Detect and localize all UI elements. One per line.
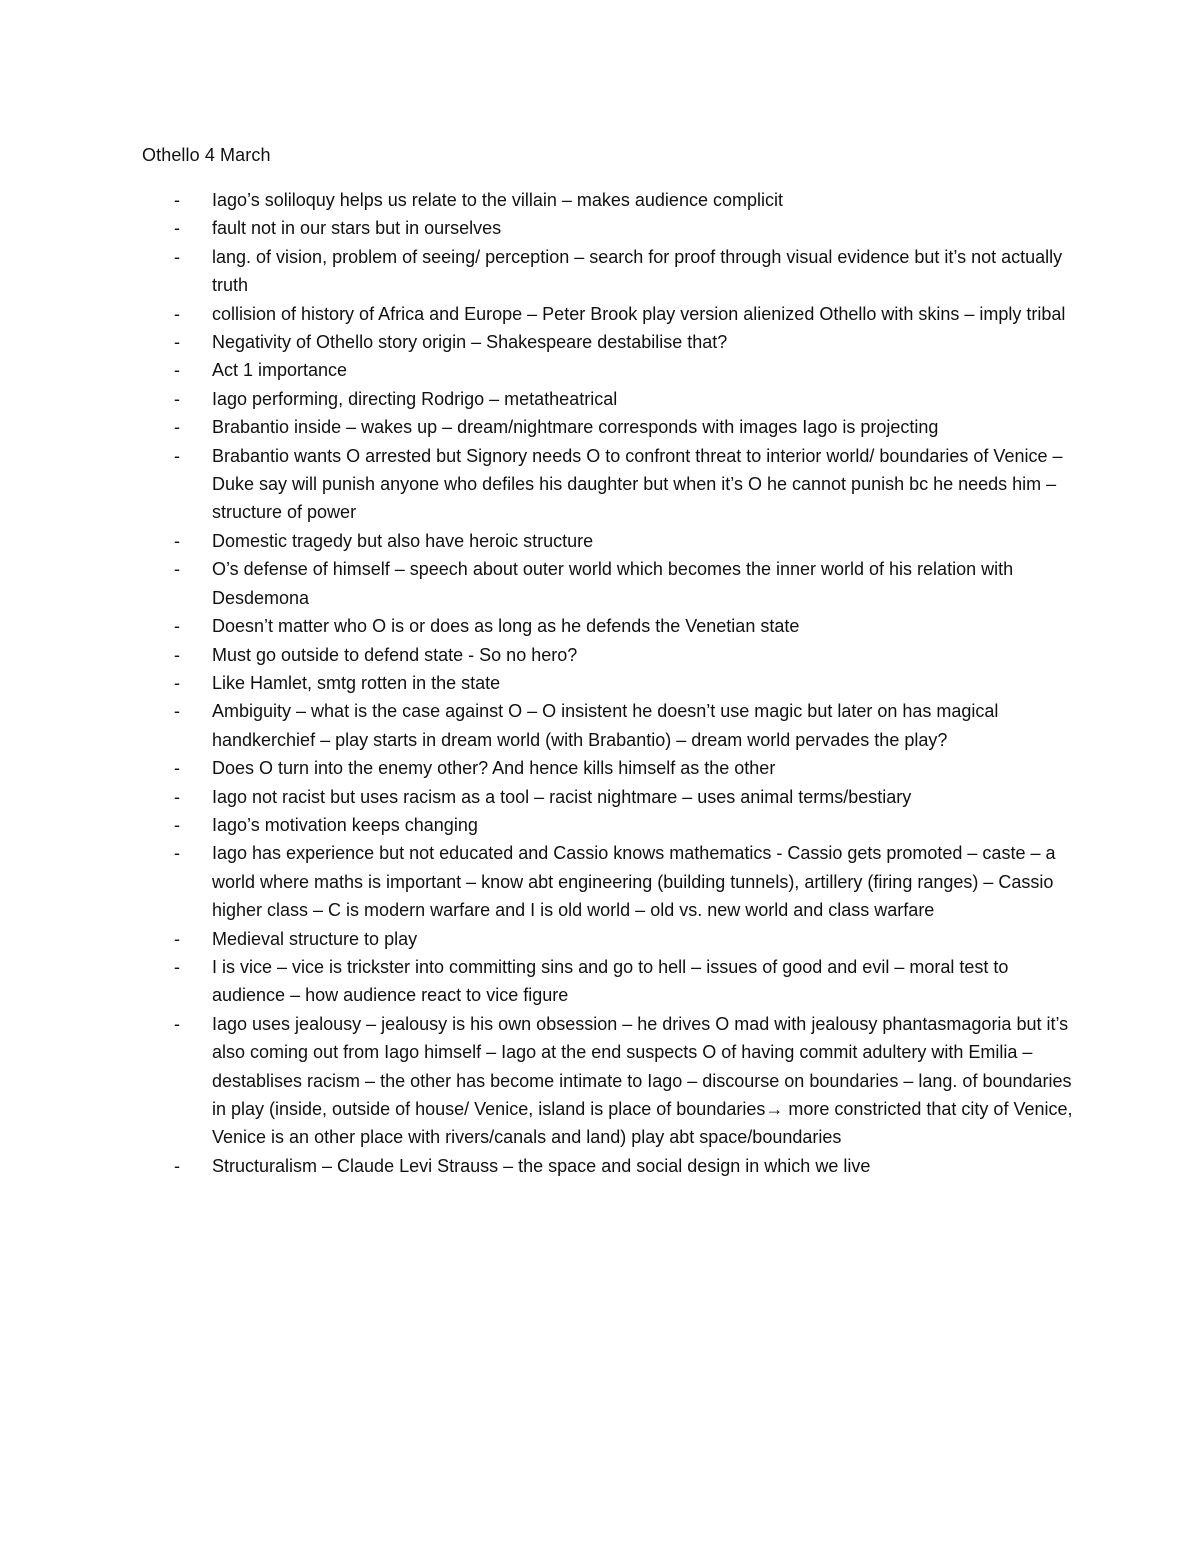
- list-item-text: Iago not racist but uses racism as a tool – racist nightmare – uses animal terms/bestiary: [212, 786, 912, 807]
- list-item: [174, 641, 1074, 669]
- bullet-dash: -: [174, 559, 180, 580]
- list-item: [174, 186, 1074, 214]
- list-item: [174, 356, 1074, 384]
- bullet-dash: -: [174, 445, 180, 466]
- list-item: [174, 783, 1074, 811]
- list-item: [174, 612, 1074, 640]
- list-item-text: Ambiguity – what is the case against O – O insistent he doesn’t use magic but later on has magical handkerchief – play starts in dream world (with Brabantio) – dream world pervades the play?: [212, 701, 999, 750]
- bullet-dash: -: [174, 303, 180, 324]
- document-title: Othello 4 March: [142, 145, 271, 165]
- bullet-dash: -: [174, 388, 180, 409]
- list-item-text: Iago uses jealousy – jealousy is his own obsession – he drives O mad with jealousy phantasmagoria but it’s also coming out from Iago himself – Iago at the end suspects O of having commit adultery with Emilia – destablises racism – the other has become intimate to Iago – discourse on boundaries – lang. of boundaries in play (inside, outside of house/ Venice, island is place of boundaries→ more constricted that city of Venice, Venice is an other place with rivers/canals and land) play abt space/boundaries: [212, 1013, 1073, 1148]
- list-item: [174, 925, 1074, 953]
- list-item: [174, 754, 1074, 782]
- list-item-text: I is vice – vice is trickster into committing sins and go to hell – issues of good and evil – moral test to audience – how audience react to vice figure: [212, 956, 1009, 1006]
- bullet-dash: -: [174, 530, 180, 551]
- list-item-text: fault not in our stars but in ourselves: [212, 218, 502, 239]
- list-item: [174, 328, 1074, 356]
- list-item-text: Iago performing, directing Rodrigo – metatheatrical: [212, 388, 618, 409]
- list-item-text: Brabantio wants O arrested but Signory needs O to confront threat to interior world/ boundaries of Venice – Duke say will punish anyone who defiles his daughter but when it’s O he cannot punish bc he needs him – structure of power: [212, 445, 1063, 523]
- list-item-text: Domestic tragedy but also have heroic structure: [212, 530, 594, 551]
- bullet-dash: -: [174, 701, 180, 722]
- list-item-text: Doesn’t matter who O is or does as long as he defends the Venetian state: [212, 616, 800, 637]
- bullet-dash: -: [174, 190, 180, 210]
- bullet-dash: -: [174, 672, 180, 693]
- list-item-text: Does O turn into the enemy other? And hence kills himself as the other: [212, 758, 776, 779]
- bullet-dash: -: [174, 246, 180, 267]
- list-item-text: Iago’s soliloquy helps us relate to the villain – makes audience complicit: [212, 190, 783, 210]
- bullet-dash: -: [174, 758, 180, 779]
- list-item-text: Iago has experience but not educated and Cassio knows mathematics - Cassio gets promoted – caste – a world where maths is important – know abt engineering (building tunnels), artillery (firing ranges) – Cassio higher class – C is modern warfare and I is old world – old vs. new world and class warfare: [212, 843, 1056, 921]
- bullet-dash: -: [174, 814, 180, 835]
- list-item: [174, 953, 1074, 1010]
- bullet-dash: -: [174, 332, 180, 353]
- list-item-text: Iago’s motivation keeps changing: [212, 814, 478, 835]
- list-item: [174, 1152, 1074, 1180]
- bullet-dash: -: [174, 928, 180, 949]
- list-item-text: Act 1 importance: [212, 360, 348, 381]
- list-item-text: Must go outside to defend state - So no hero?: [212, 644, 578, 665]
- bullet-dash: -: [174, 1155, 180, 1176]
- list-item-text: Negativity of Othello story origin – Shakespeare destabilise that?: [212, 332, 728, 353]
- bullet-dash: -: [174, 786, 180, 807]
- list-item: [174, 413, 1074, 441]
- list-item-text: Like Hamlet, smtg rotten in the state: [212, 672, 501, 693]
- bullet-dash: -: [174, 843, 180, 864]
- list-item: [174, 1010, 1074, 1152]
- list-item: [174, 697, 1074, 754]
- bullet-dash: -: [174, 218, 180, 239]
- bullet-dash: -: [174, 644, 180, 665]
- bullet-dash: -: [174, 417, 180, 438]
- bullet-dash: -: [174, 360, 180, 381]
- list-item: [174, 555, 1074, 612]
- bullet-dash: -: [174, 616, 180, 637]
- list-item: [174, 442, 1074, 527]
- list-item: [174, 811, 1074, 839]
- list-item-text: Medieval structure to play: [212, 928, 418, 949]
- list-item: [174, 214, 1074, 242]
- list-item-text: Brabantio inside – wakes up – dream/nightmare corresponds with images Iago is projecting: [212, 417, 939, 438]
- list-item: [174, 300, 1074, 328]
- list-item: [174, 527, 1074, 555]
- list-item-text: collision of history of Africa and Europe – Peter Brook play version alienized Othello with skins – imply tribal: [212, 303, 1066, 324]
- list-item: [174, 839, 1074, 924]
- bullet-dash: -: [174, 1013, 180, 1034]
- list-item: [174, 385, 1074, 413]
- list-item-text: lang. of vision, problem of seeing/ perception – search for proof through visual evidence but it’s not actually truth: [212, 246, 1063, 296]
- notes-list: [174, 186, 1074, 1180]
- list-item: [174, 243, 1074, 300]
- bullet-dash: -: [174, 956, 180, 977]
- list-item-text: O’s defense of himself – speech about outer world which becomes the inner world of his relation with Desdemona: [212, 559, 1014, 608]
- list-item: [174, 669, 1074, 697]
- list-item-text: Structuralism – Claude Levi Strauss – the space and social design in which we live: [212, 1155, 871, 1176]
